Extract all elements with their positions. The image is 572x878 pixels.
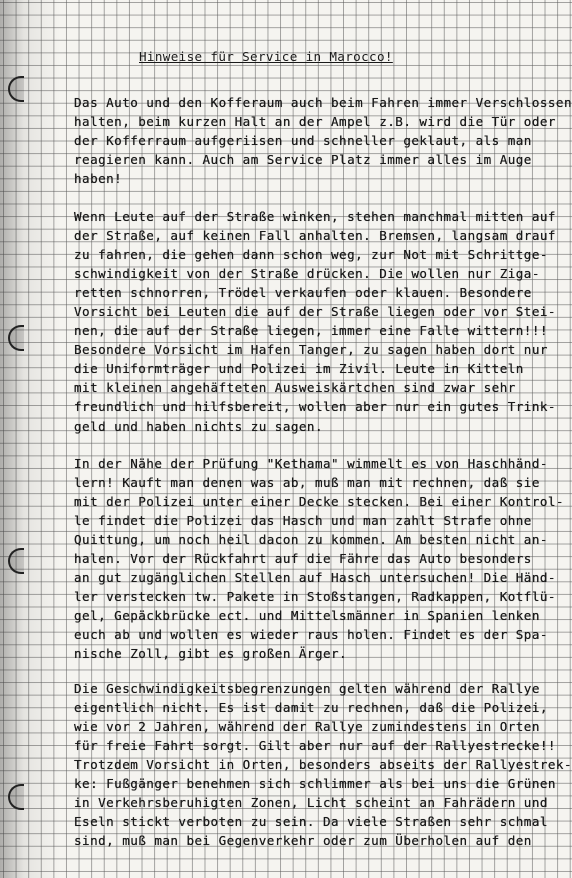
text-line: freundlich und hilfsbereit, wollen aber nur ein gutes Trink-: [74, 399, 556, 415]
text-line: le findet die Polizei das Hasch und man zahlt Strafe ohne: [74, 513, 532, 529]
text-line: geld und haben nichts zu sagen.: [74, 418, 323, 434]
text-line: Wenn Leute auf der Straße winken, stehen manchmal mitten auf: [74, 209, 556, 224]
text-line: nische Zoll, gibt es großen Ärger.: [74, 646, 348, 662]
text-line: wie vor 2 Jahren, während der Rallye zumindestens in Orten: [74, 719, 540, 735]
text-line: in Verkehrsberuhigten Zonen, Licht scheint an Fahrädern und: [74, 795, 548, 811]
text-line: die Uniformträger und Polizei im Zivil. Leute in Kitteln: [74, 361, 524, 377]
text-line: reagieren kann. Auch am Service Platz immer alles im Auge: [74, 152, 532, 168]
text-line: Vorsicht bei Leuten die auf der Straße liegen oder vor Stei-: [74, 304, 556, 320]
text-line: In der Nähe der Prüfung "Kethama" wimmelt es von Haschhänd-: [74, 456, 548, 471]
text-line: mit der Polizei unter einer Decke stecken. Bei einer Kontrol-: [74, 494, 564, 510]
document-title: Hinweise für Service in Marocco!: [139, 49, 393, 64]
text-line: nen, die auf der Straße liegen, immer eine Falle wittern!!!: [74, 323, 548, 339]
punch-hole-icon: [8, 548, 24, 574]
paragraph-speed-limits: [74, 679, 572, 850]
text-line: ke: Fußgänger benehmen sich schlimmer als bei uns die Grünen: [74, 776, 556, 792]
text-line: Quittung, um noch heil dacon zu kommen. Am besten nicht an-: [74, 532, 548, 548]
text-line: Eseln stickt verboten zu sein. Da viele Straßen sehr schmal: [74, 814, 548, 830]
text-line: retten schnorren, Trödel verkaufen oder klauen. Besondere: [74, 285, 532, 301]
text-line: mit kleinen angehäfteten Ausweiskärtchen sind zwar sehr: [74, 380, 516, 396]
text-line: Die Geschwindigkeitsbegrenzungen gelten während der Rallye: [74, 681, 540, 696]
punch-hole-icon: [8, 76, 24, 102]
text-line: für freie Fahrt sorgt. Gilt aber nur auf der Rallyestrecke!!: [74, 738, 556, 754]
punch-hole-icon: [8, 784, 24, 810]
text-line: sind, muß man bei Gegenverkehr oder zum Überholen auf den: [74, 833, 532, 849]
text-line: Besondere Vorsicht im Hafen Tanger, zu sagen haben dort nur: [74, 342, 548, 358]
page-edge-shadow: [0, 0, 60, 878]
paragraph-street-people: [74, 207, 554, 436]
paragraph-hash-dealers: [74, 454, 564, 664]
text-line: der Kofferraum aufgeriisen und schneller geklaut, als man: [74, 133, 532, 149]
text-line: haben!: [74, 171, 123, 187]
text-line: euch ab und wollen es wieder raus holen. Findet es der Spa-: [74, 627, 548, 643]
text-line: lern! Kauft man denen was ab, muß man mit rechnen, daß sie: [74, 475, 540, 491]
text-line: halen. Vor der Rückfahrt auf die Fähre das Auto besonders: [74, 551, 532, 567]
text-line: ler verstecken tw. Pakete in Stoßstangen, Radkappen, Kotflü-: [74, 589, 556, 605]
text-line: der Straße, auf keinen Fall anhalten. Bremsen, langsam drauf: [74, 228, 556, 244]
text-line: an gut zugänglichen Stellen auf Hasch untersuchen! Die Händ-: [74, 570, 556, 586]
text-line: eigentlich nicht. Es ist damit zu rechnen, daß die Polizei,: [74, 700, 548, 716]
text-line: schwindigkeit von der Straße drücken. Die wollen nur Ziga-: [74, 266, 540, 282]
text-line: zu fahren, die gehen dann schon weg, zur Not mit Schrittge-: [74, 247, 548, 263]
text-line: gel, Gepäckbrücke ect. und Mittelsmänner in Spanien lenken: [74, 608, 540, 624]
text-line: Das Auto und den Kofferaum auch beim Fahren immer Verschlossen: [74, 95, 572, 110]
punch-hole-icon: [8, 325, 24, 351]
text-line: halten, beim kurzen Halt an der Ampel z.B. wird die Tür oder: [74, 114, 556, 130]
text-line: Trotzdem Vorsicht in Orten, besonders abseits der Rallyestrek-: [74, 757, 572, 773]
paragraph-security: [74, 93, 572, 188]
